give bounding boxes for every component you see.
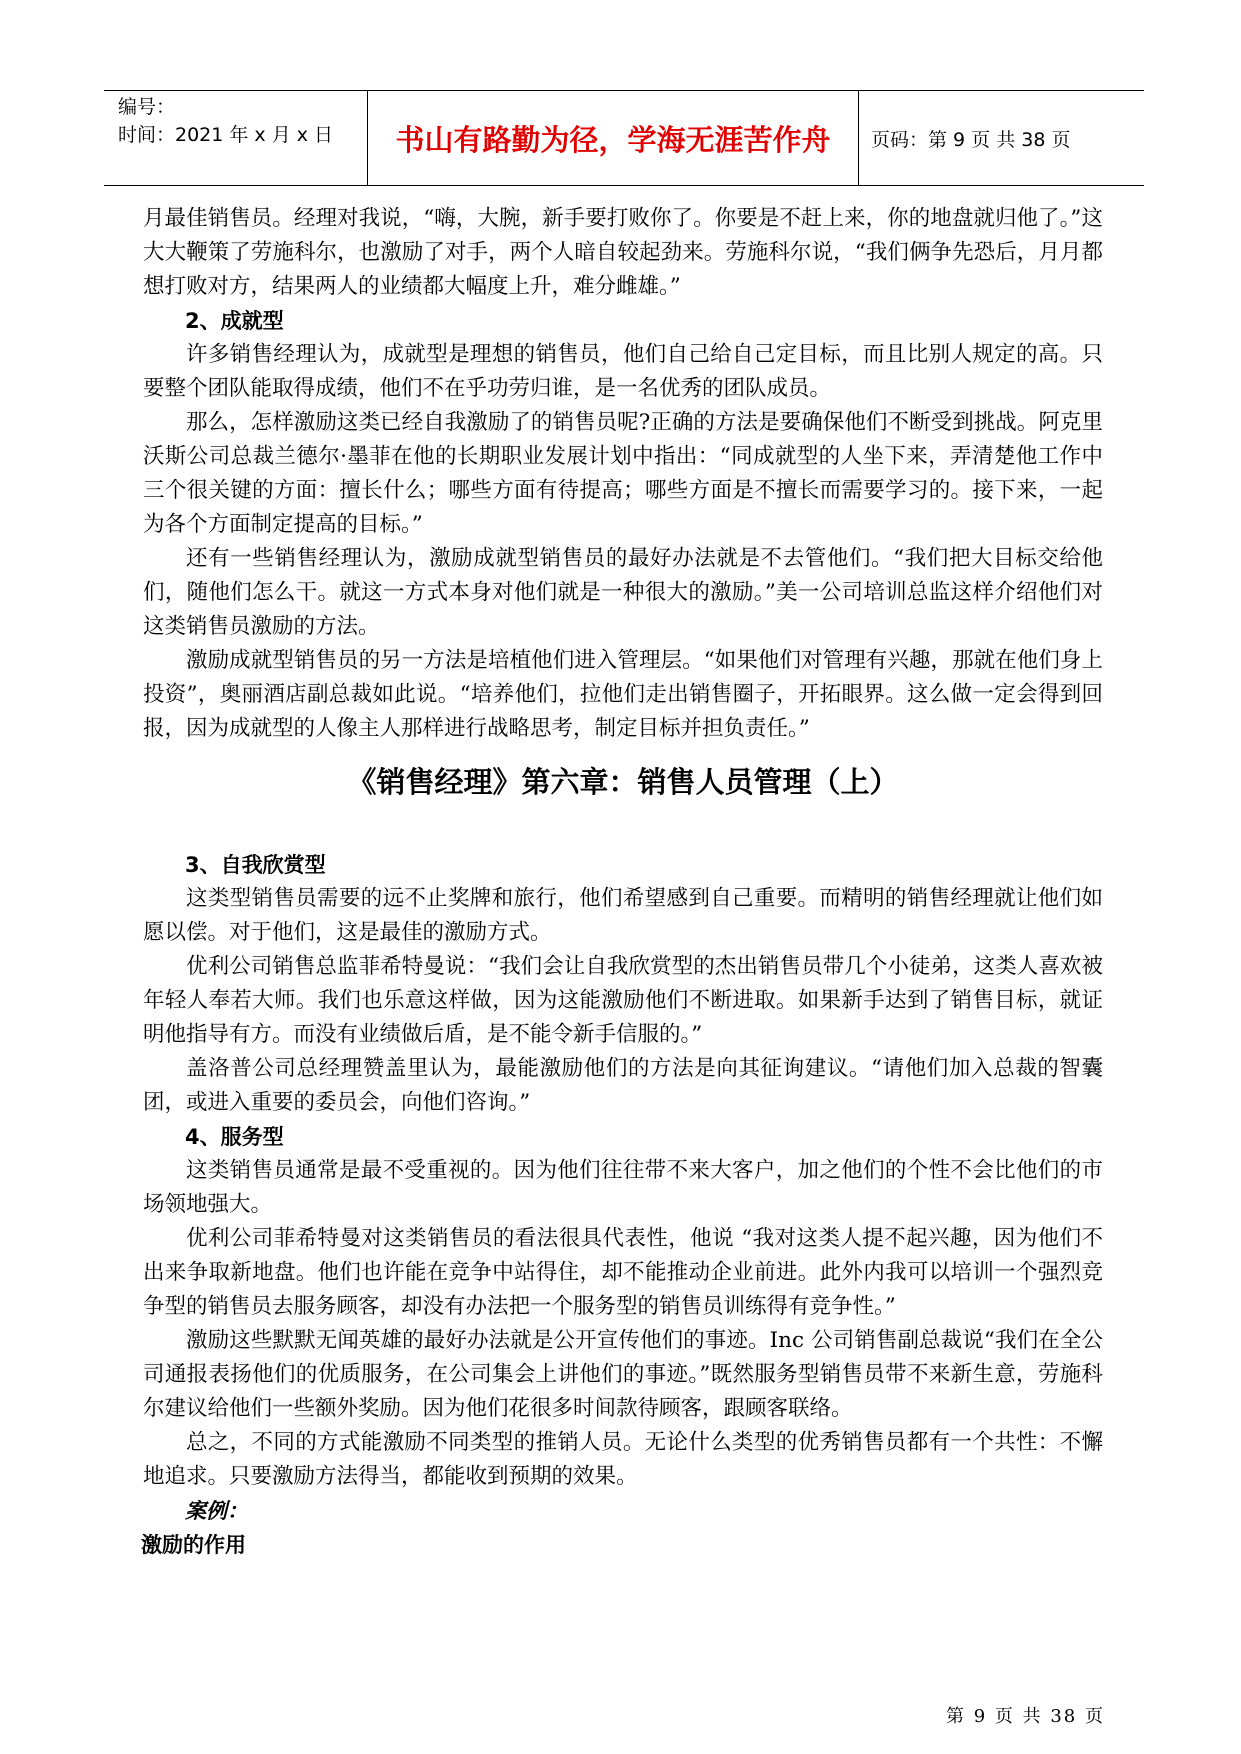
header-time-label: 时间：2021 年 x 月 x 日 (118, 124, 334, 146)
chapter-title: 《销售经理》第六章：销售人员管理（上） (347, 765, 899, 799)
case-title: 激励的作用 (141, 1533, 246, 1557)
paragraph: 月最佳销售员。经理对我说，“嗨，大腕，新手要打败你了。你要是不赶上来，你的地盘就归他了。”这大大鞭策了劳施科尔，也激励了对手，两个人暗自较起劲来。劳施科尔说，“我们俩争先恐后，月月都想打败对方，结果两人的业绩都大幅度上升，难分雌雄。” (143, 206, 1103, 299)
paragraph: 这类型销售员需要的远不止奖牌和旅行，他们希望感到自己重要。而精明的销售经理就让他们如愿以偿。对于他们，这是最佳的激励方式。 (143, 886, 1103, 945)
section-heading: 4、服务型 (185, 1125, 284, 1149)
document-header (104, 90, 1144, 186)
header-meta-cell (104, 91, 368, 185)
paragraph: 激励成就型销售员的另一方法是培植他们进入管理层。“如果他们对管理有兴趣，那就在他们身上投资”，奥丽酒店副总裁如此说。“培养他们，拉他们走出销售圈子，开拓眼界。这么做一定会得到回报，因为成就型的人像主人那样进行战略思考，制定目标并担负责任。” (143, 648, 1103, 741)
header-page-label: 页码：第 9 页 共 38 页 (871, 128, 1071, 151)
paragraph: 那么，怎样激励这类已经自我激励了的销售员呢?正确的方法是要确保他们不断受到挑战。阿克里沃斯公司总裁兰德尔·墨菲在他的长期职业发展计划中指出：“同成就型的人坐下来，弄清楚他工作中三个很关键的方面：擅长什么；哪些方面有待提高；哪些方面是不擅长而需要学习的。接下来，一起为各个方面制定提高的目标。” (143, 410, 1103, 537)
paragraph: 激励这些默默无闻英雄的最好办法就是公开宣传他们的事迹。Inc 公司销售副总裁说“我们在全公司通报表扬他们的优质服务，在公司集会上讲他们的事迹。”既然服务型销售员带不来新生意，劳施科尔建议给他们一些额外奖励。因为他们花很多时间款待顾客，跟顾客联络。 (143, 1328, 1103, 1421)
paragraph: 许多销售经理认为，成就型是理想的销售员，他们自己给自己定目标，而且比别人规定的高。只要整个团队能取得成绩，他们不在乎功劳归谁，是一名优秀的团队成员。 (143, 342, 1103, 401)
paragraph: 总之，不同的方式能激励不同类型的推销人员。无论什么类型的优秀销售员都有一个共性：不懈地追求。只要激励方法得当，都能收到预期的效果。 (143, 1430, 1103, 1489)
paragraph: 盖洛普公司总经理赞盖里认为，最能激励他们的方法是向其征询建议。“请他们加入总裁的智囊团，或进入重要的委员会，向他们咨询。” (143, 1056, 1103, 1115)
section-heading: 2、成就型 (185, 309, 284, 333)
paragraph: 优利公司销售总监菲希特曼说：“我们会让自我欣赏型的杰出销售员带几个小徒弟，这类人喜欢被年轻人奉若大师。我们也乐意这样做，因为这能激励他们不断进取。如果新手达到了销售目标，就证明他指导有方。而没有业绩做后盾，是不能令新手信服的。” (143, 954, 1103, 1047)
case-label: 案例： (185, 1499, 248, 1523)
paragraph: 这类销售员通常是最不受重视的。因为他们往往带不来大客户，加之他们的个性不会比他们的市场领地强大。 (143, 1158, 1103, 1217)
header-number-label: 编号： (118, 96, 176, 118)
document-body (143, 202, 1103, 1562)
header-motto: 书山有路勤为径，学海无涯苦作舟 (368, 91, 859, 185)
section-heading: 3、自我欣赏型 (185, 853, 326, 877)
page-footer: 第 9 页 共 38 页 (946, 1706, 1105, 1727)
paragraph: 还有一些销售经理认为，激励成就型销售员的最好办法就是不去管他们。“我们把大目标交给他们，随他们怎么干。就这一方式本身对他们就是一种很大的激励。”美一公司培训总监这样介绍他们对这类销售员激励的方法。 (143, 546, 1103, 639)
paragraph: 优利公司菲希特曼对这类销售员的看法很具代表性，他说 “我对这类人提不起兴趣，因为他们不出来争取新地盘。他们也许能在竞争中站得住，却不能推动企业前进。此外内我可以培训一个强烈竞争型的销售员去服务顾客，却没有办法把一个服务型的销售员训练得有竞争性。” (143, 1226, 1103, 1319)
